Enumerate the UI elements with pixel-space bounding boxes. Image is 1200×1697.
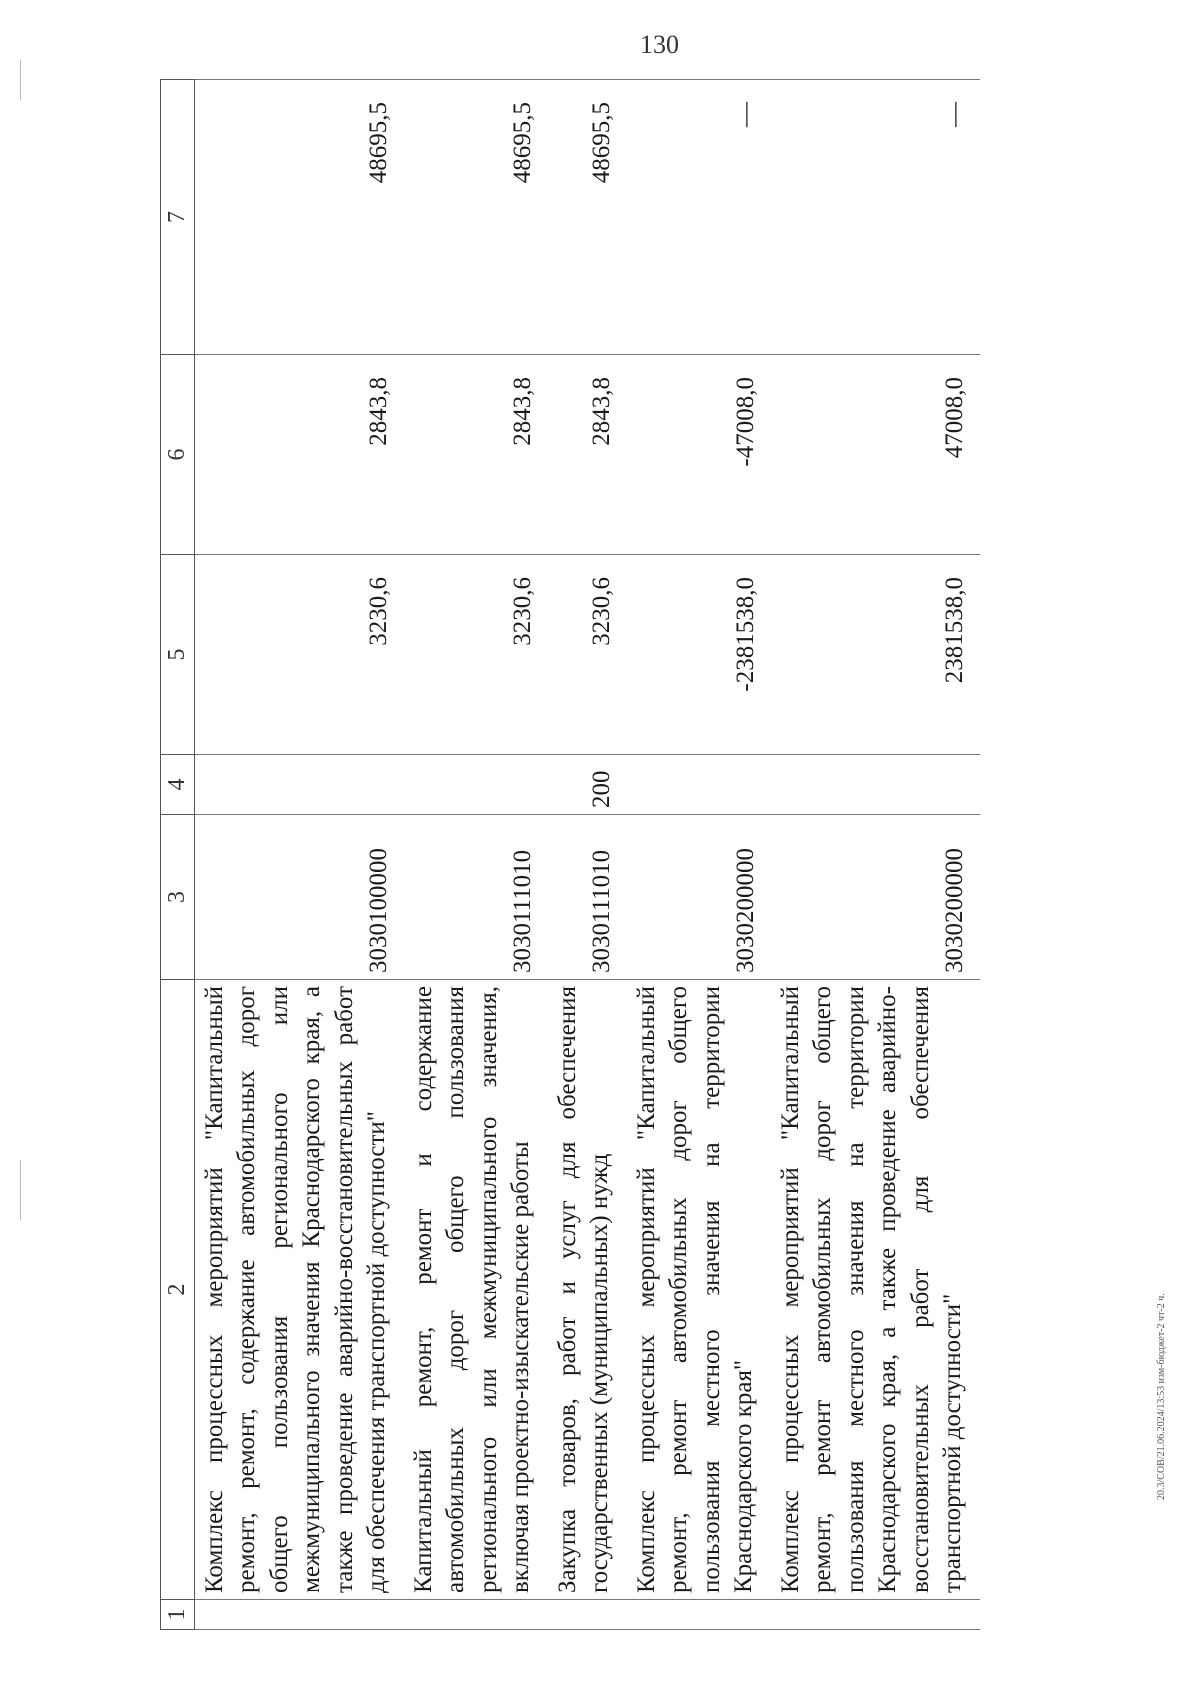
header-cell-3: 3 [161,815,195,980]
header-cell-7: 7 [161,80,195,355]
row-expense-type [771,755,980,815]
row-target-code: 3030100000 [194,815,404,980]
row-col1-cell [194,1600,404,1630]
row-amount-col5: 2381538,0 [771,555,980,755]
row-amount-col7: 48695,5 [194,80,404,355]
row-description: Капитальный ремонт, ремонт и содержание автомобильных дорог общего пользования регионального или межмуниципального значения, включая проектно-изыскательские работы [404,980,548,1600]
row-description: Комплекс процессных мероприятий "Капитальный ремонт, ремонт автомобильных дорог общего пользования местного значения на территории Краснодарского края, а также проведение аварийно-восстановительных работ для обеспечения транспортной доступности" [771,980,980,1600]
footer-stamp-text: 20.3/СОВ/21.06.2024/13:53 изм-бюджет-2 чт-2 ч. [1156,1293,1167,1500]
row-target-code: 3030111010 [404,815,548,980]
row-col1-cell [771,1600,980,1630]
row-amount-col7: — [627,80,771,355]
row-amount-col7: 48695,5 [548,80,627,355]
row-description: Комплекс процессных мероприятий "Капитальный ремонт, ремонт, содержание автомобильных дорог общего пользования регионального или межмуниципального значения Краснодарского края, а также проведение аварийно-восстановительных работ для обеспечения транспортной доступности" [194,980,404,1600]
header-cell-4: 4 [161,755,195,815]
header-cell-1: 1 [161,1600,195,1630]
row-target-code: 3030200000 [771,815,980,980]
header-row [161,80,195,1630]
header-cell-2: 2 [161,980,195,1600]
row-expense-type [404,755,548,815]
table-row [771,80,980,1630]
budget-table-rotated [160,80,1160,1630]
row-description: Комплекс процессных мероприятий "Капитальный ремонт, ремонт автомобильных дорог общего пользования местного значения на территории Краснодарского края" [627,980,771,1600]
row-expense-type [194,755,404,815]
row-amount-col6: 2843,8 [548,355,627,555]
row-description: Закупка товаров, работ и услуг для обеспечения государственных (муниципальных) нужд [548,980,627,1600]
header-cell-5: 5 [161,555,195,755]
margin-mark [20,60,21,100]
row-target-code: 3030111010 [548,815,627,980]
row-col1-cell [548,1600,627,1630]
row-target-code: 3030200000 [627,815,771,980]
row-amount-col7: 48695,5 [404,80,548,355]
row-col1-cell [404,1600,548,1630]
table-row [404,80,548,1630]
row-amount-col7: — [771,80,980,355]
row-amount-col6: 47008,0 [771,355,980,555]
row-col1-cell [627,1600,771,1630]
row-amount-col5: -2381538,0 [627,555,771,755]
page-number: 130 [640,30,679,59]
row-expense-type [627,755,771,815]
header-cell-6: 6 [161,355,195,555]
row-amount-col6: -47008,0 [627,355,771,555]
table-row [548,80,627,1630]
row-amount-col5: 3230,6 [548,555,627,755]
budget-table [160,79,980,1630]
margin-mark [20,1160,21,1220]
table-row [627,80,771,1630]
table-row [194,80,404,1630]
row-amount-col5: 3230,6 [194,555,404,755]
row-amount-col6: 2843,8 [404,355,548,555]
row-amount-col6: 2843,8 [194,355,404,555]
row-amount-col5: 3230,6 [404,555,548,755]
row-expense-type: 200 [548,755,627,815]
